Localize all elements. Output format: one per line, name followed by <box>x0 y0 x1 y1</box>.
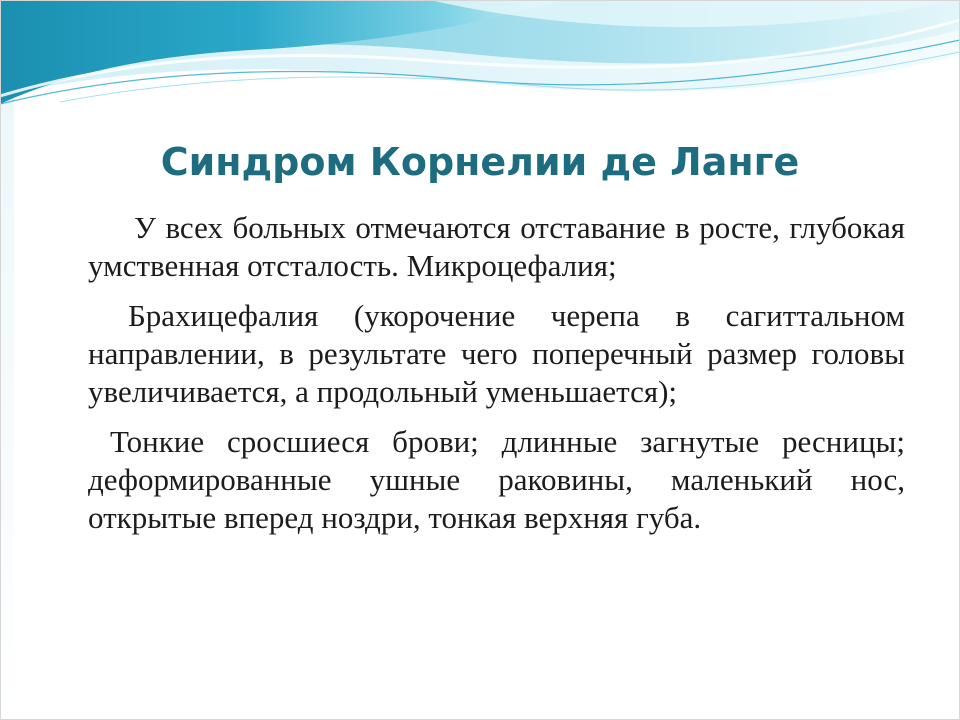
paragraph-facial-features: Тонкие сросшиеся брови; длинные загнутые ресницы; деформированные ушные раковины, маленький нос, открытые вперед ноздри, тонкая верхняя губа. <box>88 424 905 535</box>
slide-title: Синдром Корнелии де Ланге <box>160 140 800 184</box>
paragraph-brachycephaly: Брахицефалия (укорочение черепа в сагиттальном направлении, в результате чего поперечный размер головы увеличивается, а продольный уменьшается); <box>88 298 905 409</box>
left-band <box>0 0 14 720</box>
paragraph-growth: У всех больных отмечаются отставание в росте, глубокая умственная отсталость. Микроцефалия; <box>88 210 905 283</box>
slide-body <box>88 209 905 549</box>
